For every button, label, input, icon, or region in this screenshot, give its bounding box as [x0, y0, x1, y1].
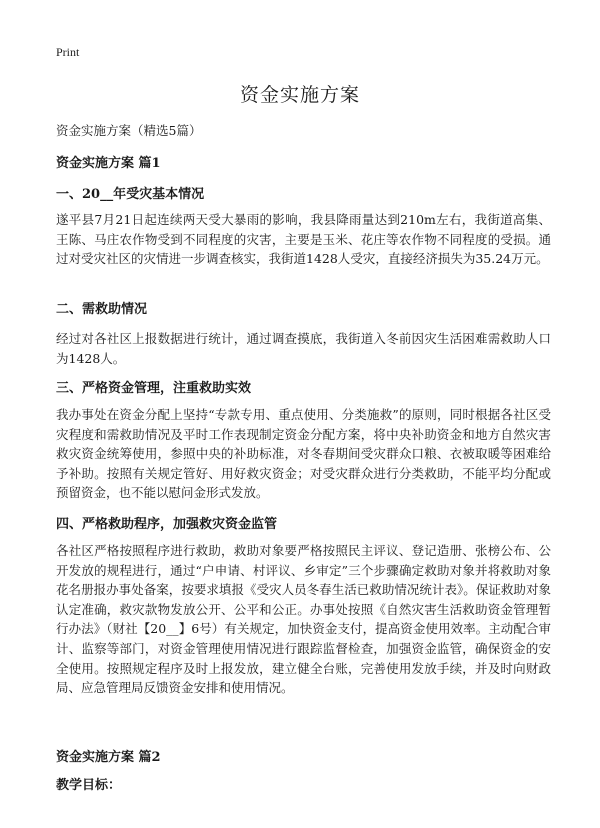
teaching-goal-heading: 教学目标： [56, 778, 122, 793]
section-3-heading: 三、严格资金管理，注重救助实效 [56, 381, 252, 396]
article-1-title: 资金实施方案 篇1 [56, 156, 161, 171]
page-title: 资金实施方案 [239, 84, 360, 106]
section-4-body: 各社区严格按照程序进行救助，救助对象要严格按照民主评议、登记造册、张榜公布、公开发放的规程进行，通过“户申请、村评议、乡审定”三个步骤确定救助对象并将救助对象花名册报办事处备案，按要求填报《受灾人员冬春生活已救助情况统计表》。保证救助对象认定准确，救灾款物发放公开、公平和公正。办事处按照《自然灾害生活救助资金管理暂行办法》（财社【20__】6号）有关规定，加快资金支付，提高资金使用效率。主动配合审计、监察等部门，对资金管理使用情况进行跟踪监督检查，加强资金监管，确保资金的安全使用。按照规定程序及时上报发放，建立健全台账，完善使用发放手续，并及时向财政局、应急管理局反馈资金安排和使用情况。 [56, 543, 551, 696]
section-1-heading: 一、20__年受灾基本情况 [56, 187, 205, 202]
section-4-heading: 四、严格救助程序，加强救灾资金监管 [56, 517, 278, 532]
section-1-body: 遂平县7月21日起连续两天受大暴雨的影响，我县降雨量达到210m左右，我街道高集、王陈、马庄农作物受到不同程度的灾害，主要是玉米、花庄等农作物不同程度的受损。通过对受灾社区的灾情进一步调查核实，我街道1428人受灾，直接经济损失为35.24万元。 [56, 212, 551, 267]
article-2-title: 资金实施方案 篇2 [56, 750, 161, 765]
section-3-body: 我办事处在资金分配上坚持“专款专用、重点使用、分类施救”的原则，同时根据各社区受灾程度和需救助情况及平时工作表现制定资金分配方案，将中央补助资金和地方自然灾害救灾资金统筹使用，参照中央的补助标准，对冬春期间受灾群众口粮、衣被取暖等困难给予补助。按照有关规定管好、用好救灾资金；对受灾群众进行分类救助，不能平均分配或预留资金，也不能以慰问金形式发放。 [56, 407, 551, 501]
section-2-heading: 二、需救助情况 [56, 302, 148, 317]
section-2-body: 经过对各社区上报数据进行统计，通过调查摸底，我街道入冬前因灾生活困难需救助人口为1428人。 [56, 331, 551, 366]
document-subtitle: 资金实施方案（精选5篇） [56, 123, 202, 138]
print-link[interactable]: Print [56, 45, 80, 59]
